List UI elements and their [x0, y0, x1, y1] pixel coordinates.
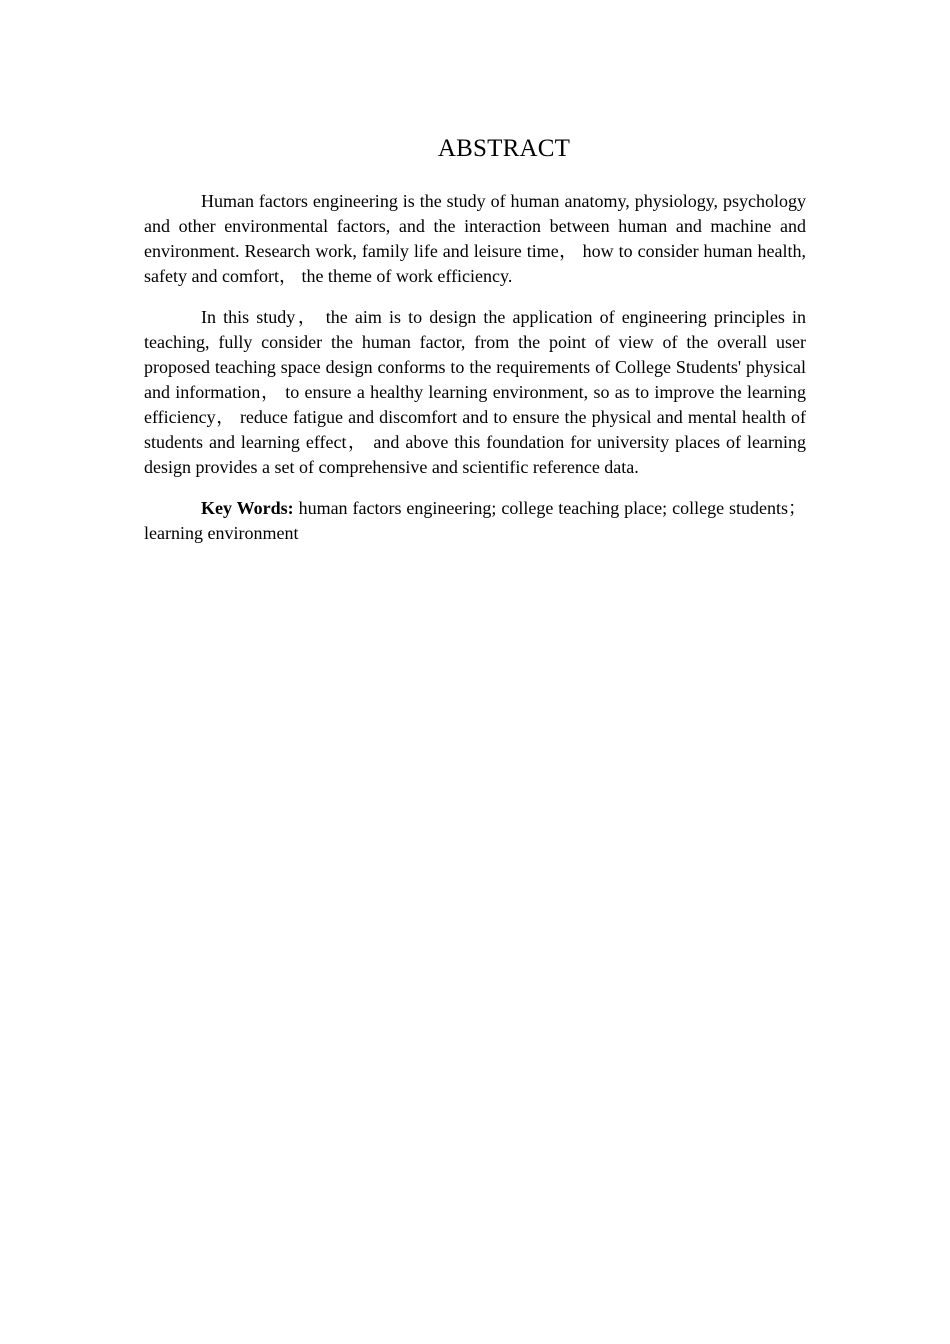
keywords-label: Key Words:	[201, 498, 294, 518]
abstract-section	[144, 133, 806, 562]
keywords-paragraph	[144, 496, 806, 546]
keywords-text: human factors engineering; college teaching place; college students； learning environment	[144, 498, 807, 543]
abstract-paragraph-1: Human factors engineering is the study of human anatomy, physiology, psychology and other environmental factors, and the interaction between human and machine and environment. Research work, family life and leisure time， how to consider human health, safety and comfort， the theme of work efficiency.	[144, 191, 806, 286]
abstract-title: ABSTRACT	[437, 135, 571, 162]
abstract-paragraph-2: In this study， the aim is to design the application of engineering principles in teaching, fully consider the human factor, from the point of view of the overall user proposed teaching space design conforms to the requirements of College Students' physical and information， to ensure a healthy learning environment, so as to improve the learning efficiency， reduce fatigue and discomfort and to ensure the physical and mental health of students and learning effect， and above this foundation for university places of learning design provides a set of comprehensive and scientific reference data.	[144, 307, 806, 477]
